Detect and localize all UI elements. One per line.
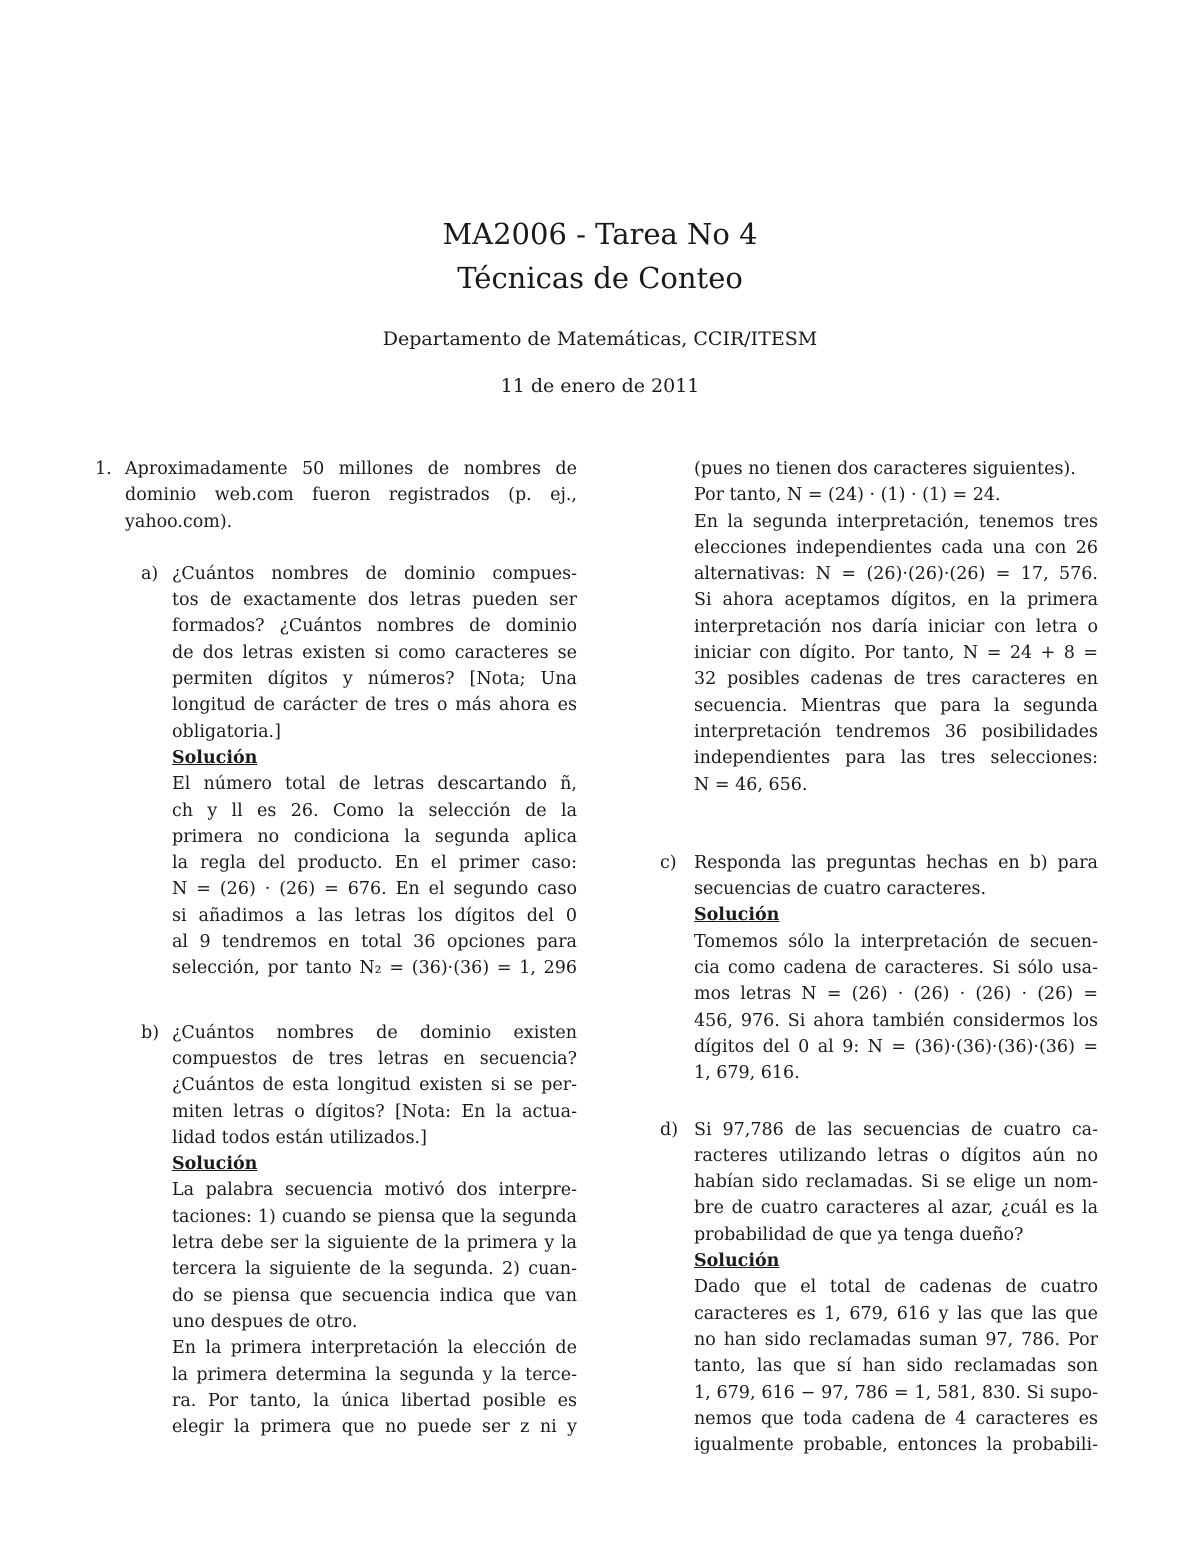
text-line: primera no condiciona la segunda aplica [172, 826, 577, 847]
text-line: ch y ll es 26. Como la selección de la [172, 800, 577, 821]
text-line: Si ahora aceptamos dígitos, en la primera [694, 590, 1098, 611]
text-line: letra debe ser la siguiente de la primera y la [172, 1233, 577, 1254]
text-line: 456, 976. Si ahora también considermos los [694, 1010, 1098, 1031]
text-line: alternativas: N = (26)·(26)·(26) = 17, 576. [694, 564, 1098, 585]
solution-label: Solución [694, 1251, 780, 1272]
text-line: interpretación nos daría iniciar con letra o [694, 616, 1098, 637]
text-line: Por tanto, N = (24) · (1) · (1) = 24. [694, 485, 1001, 506]
text-line: racteres utilizando letras o dígitos aún no [694, 1145, 1098, 1166]
text-line: obligatoria.] [172, 721, 281, 742]
text-line: secuencias de cuatro caracteres. [694, 879, 987, 900]
text-line: La palabra secuencia motivó dos interpre- [172, 1180, 577, 1201]
text-line: probabilidad de que ya tenga dueño? [694, 1224, 1024, 1245]
subproblem-marker: a) [141, 563, 159, 584]
text-line: N = 46, 656. [694, 774, 808, 795]
text-line: uno despues de otro. [172, 1311, 358, 1332]
text-line: de dos letras existen si como caracteres se [172, 642, 577, 663]
text-line: En la primera interpretación la elección de [172, 1338, 577, 1359]
document-subtitle: Técnicas de Conteo [457, 261, 743, 295]
text-line: 1, 679, 616. [694, 1063, 800, 1084]
subproblem-marker: c) [660, 852, 677, 873]
text-line: al 9 tendremos en total 36 opciones para [172, 932, 577, 953]
problem-number: 1. [95, 459, 112, 479]
subproblem-marker: d) [660, 1119, 679, 1140]
text-line: no han sido reclamadas suman 97, 786. Por [694, 1329, 1098, 1350]
problem-1 [95, 456, 577, 535]
text-line: N = (26) · (26) = 676. En el segundo caso [172, 879, 577, 900]
subproblem-b-continued [660, 456, 1098, 798]
text-line: independientes para las tres selecciones: [694, 748, 1098, 769]
document-date: 11 de enero de 2011 [500, 375, 700, 397]
problem-statement [125, 456, 577, 535]
subproblem-marker: b) [141, 1022, 160, 1043]
text-line: En la segunda interpretación, tenemos tres [694, 511, 1098, 532]
text-line: la primera determina la segunda y la terce- [172, 1364, 577, 1385]
subproblem-b [95, 1020, 577, 1441]
text-line: iniciar con dígito. Por tanto, N = 24 + 8 = [694, 643, 1098, 664]
text-line: permiten dígitos y números? [Nota; Una [172, 669, 577, 690]
text-line: ¿Cuántos nombres de dominio existen [172, 1022, 577, 1043]
text-line: elegir la primera que no puede ser z ni y [172, 1417, 577, 1438]
text-line: ¿Cuántos de esta longitud existen si se per- [172, 1075, 577, 1096]
text-line: selección, por tanto N₂ = (36)·(36) = 1, 296 [172, 958, 577, 979]
text-line: (pues no tienen dos caracteres siguientes). [694, 459, 1076, 479]
solution-label: Solución [172, 747, 258, 768]
subproblem-d [660, 1117, 1098, 1459]
text-line: miten letras o dígitos? [Nota: En la actua- [172, 1101, 577, 1122]
text-line: Aproximadamente 50 millones de nombres de [125, 459, 577, 479]
solution-label: Solución [172, 1154, 258, 1175]
author-affiliation: Departamento de Matemáticas, CCIR/ITESM [382, 328, 818, 350]
text-line: tanto, las que sí han sido reclamadas son [694, 1356, 1098, 1377]
subproblem-a [95, 561, 577, 982]
text-line: tercera la siguiente de la segunda. 2) cuan- [172, 1259, 577, 1280]
right-column [660, 456, 1098, 1458]
text-line: si añadimos a las letras los dígitos del 0 [172, 905, 577, 926]
text-line: nemos que toda cadena de 4 caracteres es [694, 1408, 1098, 1429]
text-line: interpretación tendremos 36 posibilidades [694, 721, 1098, 742]
text-line: El número total de letras descartando ñ, [172, 774, 577, 795]
text-line: ¿Cuántos nombres de dominio compues- [172, 563, 577, 584]
text-line: yahoo.com). [125, 511, 233, 532]
text-line: 32 posibles cadenas de tres caracteres en [694, 669, 1098, 690]
text-line: secuencia. Mientras que para la segunda [694, 695, 1098, 716]
text-line: dígitos del 0 al 9: N = (36)·(36)·(36)·(36) = [694, 1036, 1098, 1057]
text-line: Responda las preguntas hechas en b) para [694, 852, 1098, 873]
text-line: mos letras N = (26) · (26) · (26) · (26) = [694, 984, 1098, 1005]
text-line: bre de cuatro caracteres al azar, ¿cuál es la [694, 1198, 1098, 1219]
left-column [95, 456, 577, 1440]
text-line: Tomemos sólo la interpretación de secuen- [694, 931, 1098, 952]
text-line: ra. Por tanto, la única libertad posible es [172, 1390, 577, 1411]
text-line: taciones: 1) cuando se piensa que la segunda [172, 1206, 577, 1227]
text-line: la regla del producto. En el primer caso: [172, 853, 577, 874]
solution-label: Solución [694, 905, 780, 926]
text-line: do se piensa que secuencia indica que van [172, 1285, 577, 1306]
text-line: longitud de carácter de tres o más ahora es [172, 695, 577, 716]
text-line: cia como cadena de caracteres. Si sólo usa- [694, 958, 1098, 979]
text-line: compuestos de tres letras en secuencia? [172, 1048, 577, 1069]
text-line: tos de exactamente dos letras pueden ser [172, 590, 577, 611]
text-line: elecciones independientes cada una con 26 [694, 537, 1098, 558]
subproblem-c [660, 850, 1098, 1087]
text-line: dominio web.com fueron registrados (p. ej., [125, 485, 577, 506]
text-line: Dado que el total de cadenas de cuatro [694, 1277, 1098, 1298]
text-line: igualmente probable, entonces la probabili- [694, 1435, 1098, 1456]
text-line: caracteres es 1, 679, 616 y las que las que [694, 1303, 1098, 1324]
text-line: lidad todos están utilizados.] [172, 1127, 427, 1148]
document-title: MA2006 - Tarea No 4 [442, 217, 758, 251]
text-line: habían sido reclamadas. Si se elige un nom- [694, 1172, 1098, 1193]
text-line: 1, 679, 616 − 97, 786 = 1, 581, 830. Si supo- [694, 1382, 1098, 1403]
text-line: formados? ¿Cuántos nombres de dominio [172, 616, 577, 637]
text-line: Si 97,786 de las secuencias de cuatro ca- [694, 1119, 1098, 1140]
